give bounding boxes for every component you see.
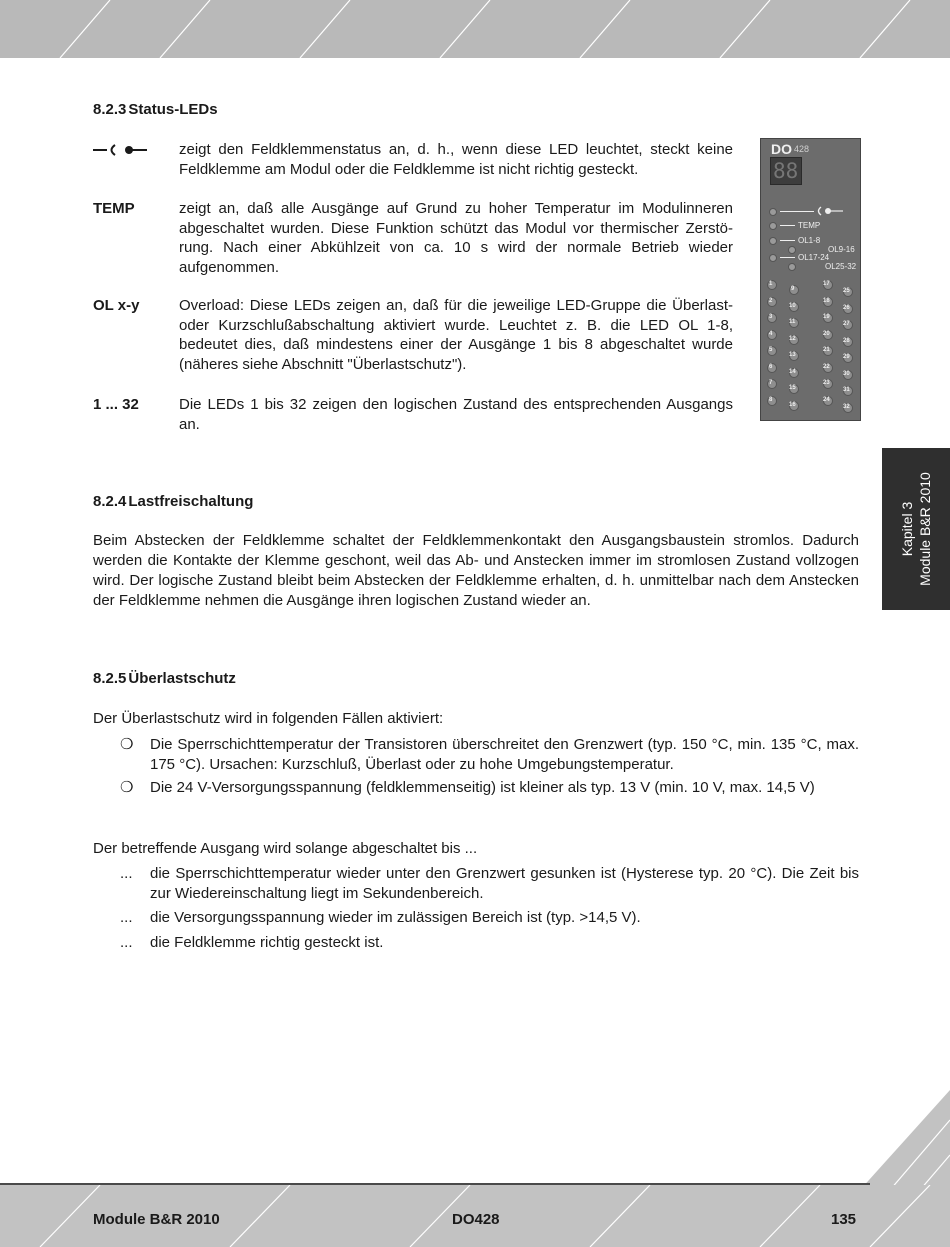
ol-led-label: OL25-32 (825, 262, 857, 271)
module-model: DO (771, 141, 792, 157)
output-led-number: 2 (769, 297, 773, 304)
output-led-number: 1 (769, 281, 773, 287)
output-led-number: 25 (843, 288, 850, 294)
led-line (780, 240, 795, 241)
module-model-number: 428 (794, 144, 810, 154)
output-led-number: 9 (791, 286, 795, 292)
section-number: 8.2.3 (93, 101, 127, 118)
section-title: Status-LEDs (128, 101, 218, 118)
output-led-number: 16 (789, 401, 796, 408)
output-led-number: 12 (789, 335, 796, 342)
bullet-text: Die 24 V-Versorgungsspannung (feldklemmenseitig) ist kleiner als typ. 13 V (min. 10 V, max. 14,5 V) (150, 779, 815, 796)
def-term: OL x-y (93, 297, 140, 314)
module-7seg-display (770, 157, 802, 185)
output-led-number: 11 (789, 319, 796, 325)
display-digits: 88 (773, 159, 799, 183)
section-heading-lastfreischaltung (93, 493, 253, 510)
output-led-number: 17 (823, 281, 830, 287)
output-led-number: 4 (769, 330, 773, 337)
def-text: Overload: Diese LEDs zeigen an, daß für die jeweilige LED-Gruppe die Überlast- oder Kurzschlußabschaltung aktiviert wurde. Leuchtet z. B. die LED OL 1-8, bedeutet dies, daß mindestens einer der Ausgänge 1 bis 8 abgeschaltet wurde (näheres siehe Abschnitt "Überlastschutz"). (179, 297, 733, 373)
circle-bullet-icon: ❍ (120, 736, 134, 753)
output-led-number: 26 (843, 304, 850, 311)
section-heading-status-leds (93, 101, 218, 118)
ellipsis-marker: ... (120, 934, 133, 951)
def-text: zeigt an, daß alle Ausgänge auf Grund zu hoher Temperatur im Modulinneren abgeschaltet wurden. Diese Funktion schützt das Modul vor thermischer Zerstö-rung. Nach einer Abkühlzeit von ca. 10 s wird der normale Betrieb wieder aufgenommen. (179, 200, 733, 276)
ueberlastschutz-intro: Der Überlastschutz wird in folgenden Fällen aktiviert: (93, 710, 444, 727)
lastfreischaltung-paragraph: Beim Abstecken der Feldklemme schaltet der Feldklemmenkontakt den Ausgangsbaustein stromlos. Dadurch werden die Kontakte der Klemme geschont, weil das Ab- und Anstecken immer im stromlosen Zustand vollzogen wird. Der logische Zustand bleibt beim Abstecken der Feldklemme erhalten, d. h. unmittelbar nach dem Anstecken der Feldklemme nehmen die Ausgänge ihren logischen Zustand wieder an. (93, 532, 859, 609)
ueberlastschutz-outro: Der betreffende Ausgang wird solange abgeschaltet bis ... (93, 840, 478, 857)
chapter-sublabel: Module B&R 2010 (917, 472, 933, 586)
output-led-number: 3 (769, 314, 773, 320)
output-led-number: 22 (823, 363, 830, 370)
footer-title: Module B&R 2010 (93, 1211, 220, 1228)
fieldclamp-led-icon (813, 205, 845, 217)
chapter-side-tab (882, 448, 950, 610)
led-line (780, 225, 795, 226)
output-led-number: 20 (823, 330, 830, 337)
chapter-tab-text (898, 472, 934, 586)
status-led (769, 237, 777, 245)
def-term: TEMP (93, 200, 135, 217)
bullet-text: Die Sperrschichttemperatur der Transistoren überschreitet den Grenzwert (typ. 150 °C, min. 135 °C, max. 175 °C). Ursachen: Kurzschluß, Überlast oder zu hohe Umgebungstemperatur. (150, 736, 859, 773)
page-number: 135 (831, 1211, 857, 1228)
output-led-number: 27 (843, 321, 850, 327)
status-led (788, 263, 796, 271)
header-stripes (0, 0, 950, 58)
section-number: 8.2.4 (93, 493, 127, 510)
output-led-number: 8 (769, 396, 773, 403)
section-number: 8.2.5 (93, 670, 127, 687)
ellipsis-marker: ... (120, 909, 133, 926)
output-led-number: 10 (789, 302, 796, 309)
output-led-number: 14 (789, 368, 796, 375)
status-led (769, 208, 777, 216)
ol-led-label: OL1-8 (798, 236, 821, 245)
led-line (780, 211, 814, 212)
def-text: Die LEDs 1 bis 32 zeigen den logischen Zustand des entsprechenden Ausgangs an. (179, 396, 733, 433)
circle-bullet-icon: ❍ (120, 779, 134, 796)
output-led-number: 30 (843, 370, 850, 377)
def-text: zeigt den Feldklemmenstatus an, d. h., wenn diese LED leuchtet, steckt keine Feldklemme am Modul oder die Feldklemme ist nicht richtig gesteckt. (179, 141, 733, 178)
output-led-number: 7 (769, 380, 773, 386)
module-do428-image (760, 138, 861, 421)
def-term: 1 ... 32 (93, 396, 139, 413)
condition-text: die Feldklemme richtig gesteckt ist. (150, 934, 384, 951)
chapter-label: Kapitel 3 (899, 501, 915, 557)
output-led-number: 13 (789, 352, 796, 358)
header-band (0, 0, 950, 58)
output-led-number: 6 (769, 363, 773, 370)
section-title: Überlastschutz (128, 670, 236, 687)
output-led-number: 32 (843, 403, 850, 410)
condition-text: die Sperrschichttemperatur wieder unter den Grenzwert gesunken ist (Hysterese typ. 20 °C). Die Zeit bis zur Wiedereinschaltung liegt im Sekundenbereich. (150, 865, 859, 902)
led-line (780, 257, 795, 258)
output-led-number: 19 (823, 314, 830, 320)
corner-decoration (860, 1090, 950, 1190)
section-heading-ueberlastschutz (93, 670, 236, 687)
output-led-number: 28 (843, 337, 850, 344)
output-led-number: 29 (843, 354, 850, 360)
ol-led-label: OL17-24 (798, 253, 830, 262)
temp-led-label: TEMP (798, 221, 821, 230)
section-title: Lastfreischaltung (128, 493, 254, 510)
output-led-number: 24 (823, 396, 830, 403)
fieldclamp-status-icon (93, 140, 173, 162)
output-led-number: 15 (789, 385, 796, 391)
ellipsis-marker: ... (120, 865, 133, 882)
ol-led-label: OL9-16 (828, 245, 855, 254)
output-led-number: 5 (769, 347, 773, 353)
status-led (769, 254, 777, 262)
status-led (788, 246, 796, 254)
footer-module: DO428 (452, 1211, 500, 1228)
output-led-number: 31 (843, 387, 850, 393)
output-led-number: 23 (823, 380, 830, 386)
condition-text: die Versorgungsspannung wieder im zulässigen Bereich ist (typ. >14,5 V). (150, 909, 641, 926)
status-led (769, 222, 777, 230)
output-led-number: 21 (823, 347, 830, 353)
output-led-number: 18 (823, 297, 830, 304)
